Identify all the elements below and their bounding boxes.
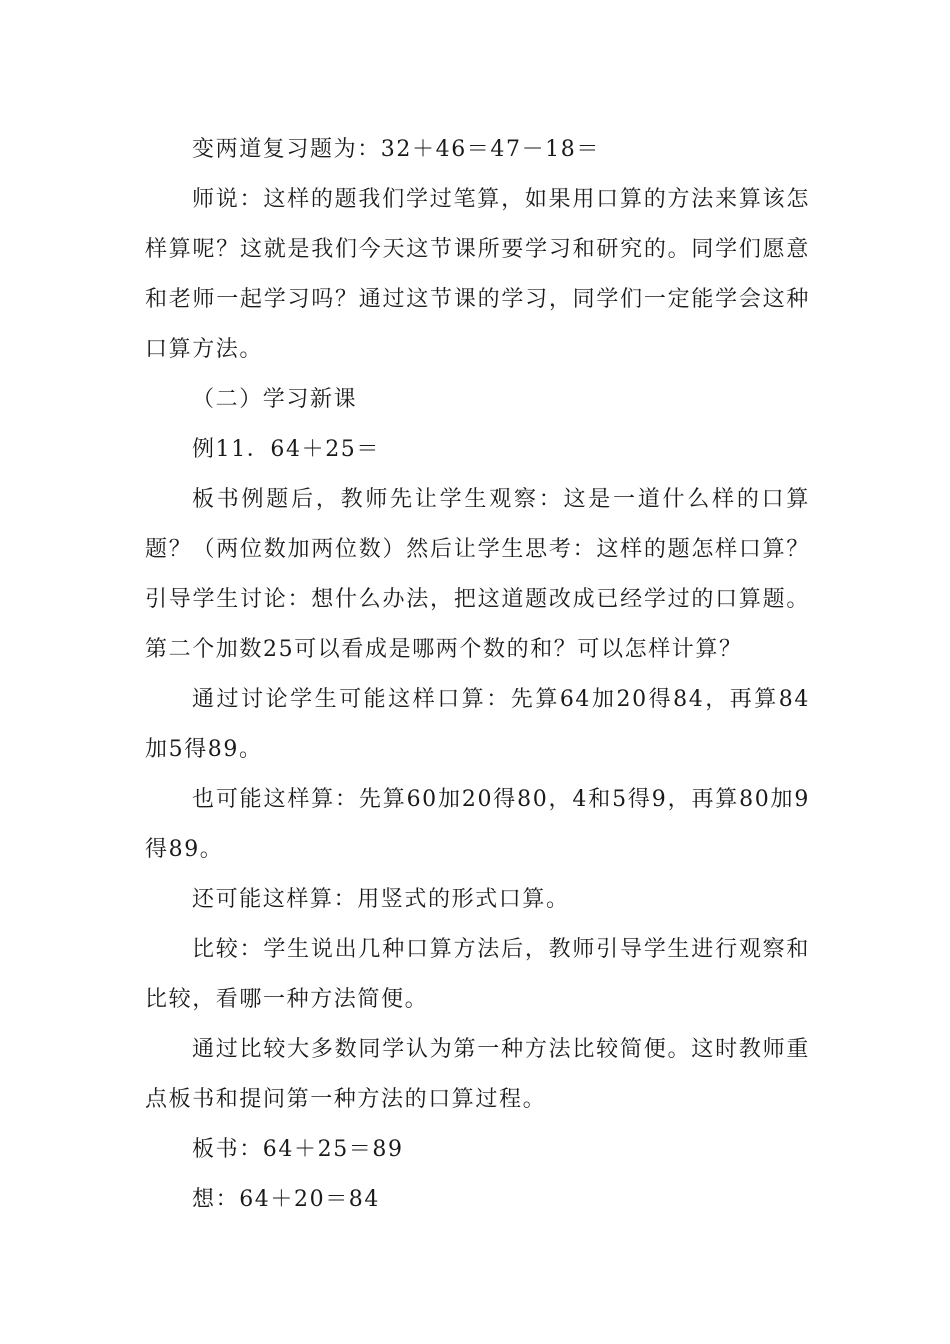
paragraph-example-11: 例11．64＋25＝ xyxy=(192,437,380,462)
document-body xyxy=(145,125,810,1225)
paragraph-board-example: 板书例题后，教师先让学生观察：这是一道什么样的口算题？（两位数加两位数）然后让学生思考：这样的题怎样口算？引导学生讨论：想什么办法，把这道题改成已经学过的口算题。第二个加数25可以看成是哪两个数的和？可以怎样计算？ xyxy=(145,487,810,662)
paragraph-method-one: 通过讨论学生可能这样口算：先算64加20得84，再算84加5得89。 xyxy=(145,687,810,762)
paragraph-comparison: 比较：学生说出几种口算方法后，教师引导学生进行观察和比较，看哪一种方法简便。 xyxy=(145,937,810,1012)
paragraph-teacher-intro: 师说：这样的题我们学过笔算，如果用口算的方法来算该怎样算呢？这就是我们今天这节课所要学习和研究的。同学们愿意和老师一起学习吗？通过这节课的学习，同学们一定能学会这种口算方法。 xyxy=(145,187,810,362)
section-heading-new-lesson: （二）学习新课 xyxy=(192,387,358,412)
paragraph-board-result: 板书：64＋25＝89 xyxy=(192,1137,404,1162)
paragraph-method-two: 也可能这样算：先算60加20得80，4和5得9，再算80加9得89。 xyxy=(145,787,810,862)
paragraph-think-step: 想：64＋20＝84 xyxy=(192,1187,380,1212)
paragraph-review-problems: 变两道复习题为：32＋46＝47－18＝ xyxy=(192,137,600,162)
paragraph-method-three: 还可能这样算：用竖式的形式口算。 xyxy=(192,887,570,912)
paragraph-conclusion: 通过比较大多数同学认为第一种方法比较简便。这时教师重点板书和提问第一种方法的口算过程。 xyxy=(145,1037,810,1112)
